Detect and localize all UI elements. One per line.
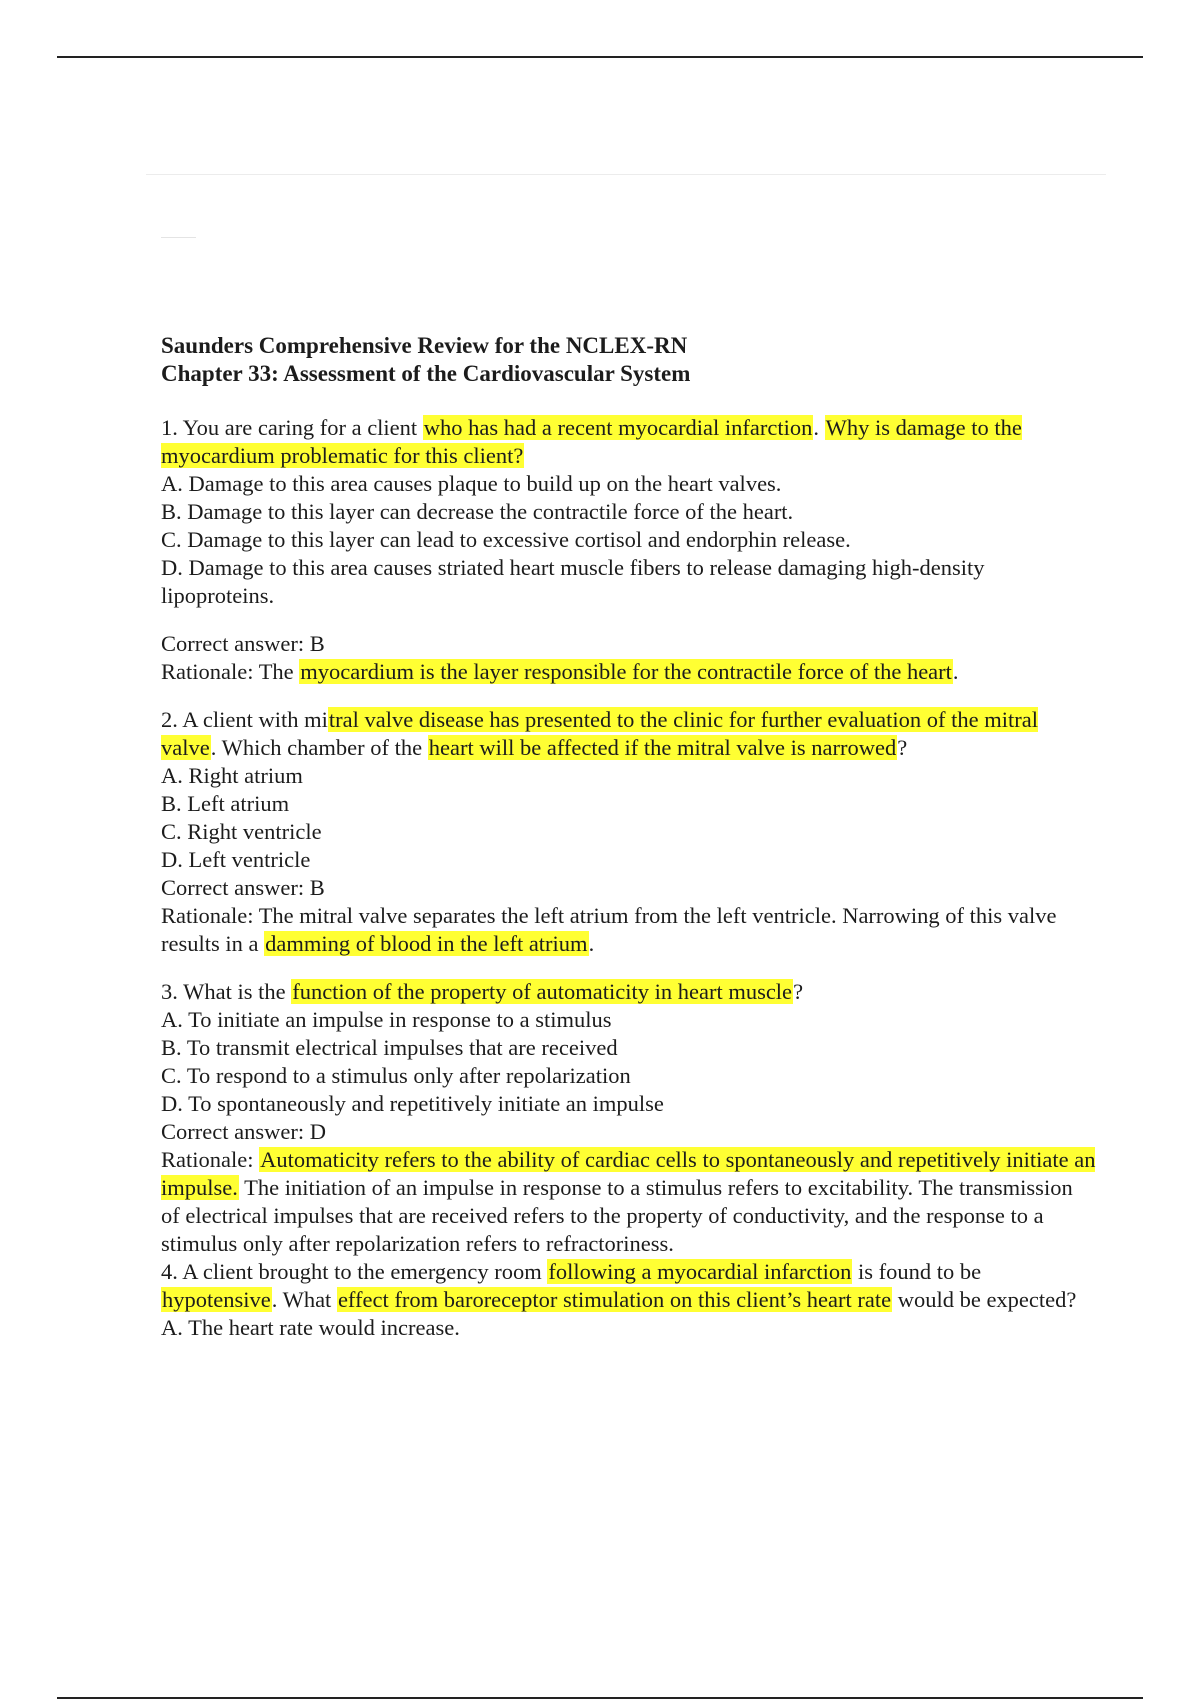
question-2-option-c: C. Right ventricle [161, 819, 322, 844]
highlight: Why is damage to the myocardium problematic for this client? [161, 415, 1022, 468]
highlight: hypotensive [162, 1287, 271, 1312]
question-1-option-c: C. Damage to this layer can lead to excessive cortisol and endorphin release. [161, 527, 851, 552]
question-1-option-b: B. Damage to this layer can decrease the contractile force of the heart. [161, 499, 794, 524]
question-3-option-a: A. To initiate an impulse in response to a stimulus [161, 1007, 612, 1032]
chapter-title: Chapter 33: Assessment of the Cardiovascular System [161, 361, 691, 386]
question-4-option-a: A. The heart rate would increase. [161, 1315, 460, 1340]
question-3-option-c: C. To respond to a stimulus only after repolarization [161, 1063, 631, 1088]
small-divider [161, 237, 196, 238]
question-3-rationale: Rationale: Automaticity refers to the ability of cardiac cells to spontaneously and repetitively initiate an impulse. The initiation of an impulse in response to a stimulus refers to excitability. The transmission of electrical impulses that are received refers to the property of conductivity, and the response to a stimulus only after repolarization refers to refractoriness. [161, 1147, 1096, 1256]
question-1-option-a: A. Damage to this area causes plaque to build up on the heart valves. [161, 471, 782, 496]
question-3-option-d: D. To spontaneously and repetitively initiate an impulse [161, 1091, 664, 1116]
header-divider [146, 174, 1106, 175]
highlight: who has had a recent myocardial infarction [423, 415, 813, 440]
question-1-rationale: Rationale: The myocardium is the layer responsible for the contractile force of the heart. [161, 659, 959, 684]
highlight: Automaticity refers to the ability of cardiac cells to spontaneously and repetitively initiate an impulse. [161, 1147, 1096, 1200]
highlight: following a myocardial infarction [548, 1259, 852, 1284]
question-4-stem: 4. A client brought to the emergency room following a myocardial infarction is found to be hypotensive. What effect from baroreceptor stimulation on this client’s heart rate would be expected? [161, 1259, 1077, 1312]
highlight: function of the property of automaticity in heart muscle [292, 979, 793, 1004]
question-3-option-b: B. To transmit electrical impulses that are received [161, 1035, 618, 1060]
question-3-stem: 3. What is the function of the property of automaticity in heart muscle? [161, 979, 804, 1004]
highlight: tral valve disease has presented to the clinic for further evaluation of the mitral valve [161, 707, 1038, 760]
question-1-option-d: D. Damage to this area causes striated heart muscle fibers to release damaging high-density lipoproteins. [161, 555, 985, 608]
document-title: Saunders Comprehensive Review for the NCLEX-RN [161, 333, 688, 358]
document-body [161, 332, 1096, 1342]
question-2-option-b: B. Left atrium [161, 791, 290, 816]
question-2-answer: Correct answer: B [161, 875, 325, 900]
highlight: damming of blood in the left atrium [265, 931, 588, 956]
highlight: effect from baroreceptor stimulation on this client’s heart rate [337, 1287, 892, 1312]
question-2-option-a: A. Right atrium [161, 763, 303, 788]
question-2-option-d: D. Left ventricle [161, 847, 311, 872]
question-1-answer: Correct answer: B [161, 631, 325, 656]
top-rule [57, 56, 1143, 58]
highlight: heart will be affected if the mitral valve is narrowed [428, 735, 897, 760]
question-1-stem: 1. You are caring for a client who has had a recent myocardial infarction. Why is damage to the myocardium problematic for this client? [161, 415, 1022, 468]
question-2-stem: 2. A client with mitral valve disease has presented to the clinic for further evaluation of the mitral valve. Which chamber of the heart will be affected if the mitral valve is narrowed? [161, 707, 1038, 760]
bottom-rule [57, 1697, 1143, 1699]
question-2-rationale: Rationale: The mitral valve separates the left atrium from the left ventricle. Narrowing of this valve results in a damming of blood in the left atrium. [161, 903, 1057, 956]
question-3-answer: Correct answer: D [161, 1119, 326, 1144]
highlight: myocardium is the layer responsible for the contractile force of the heart [300, 659, 952, 684]
